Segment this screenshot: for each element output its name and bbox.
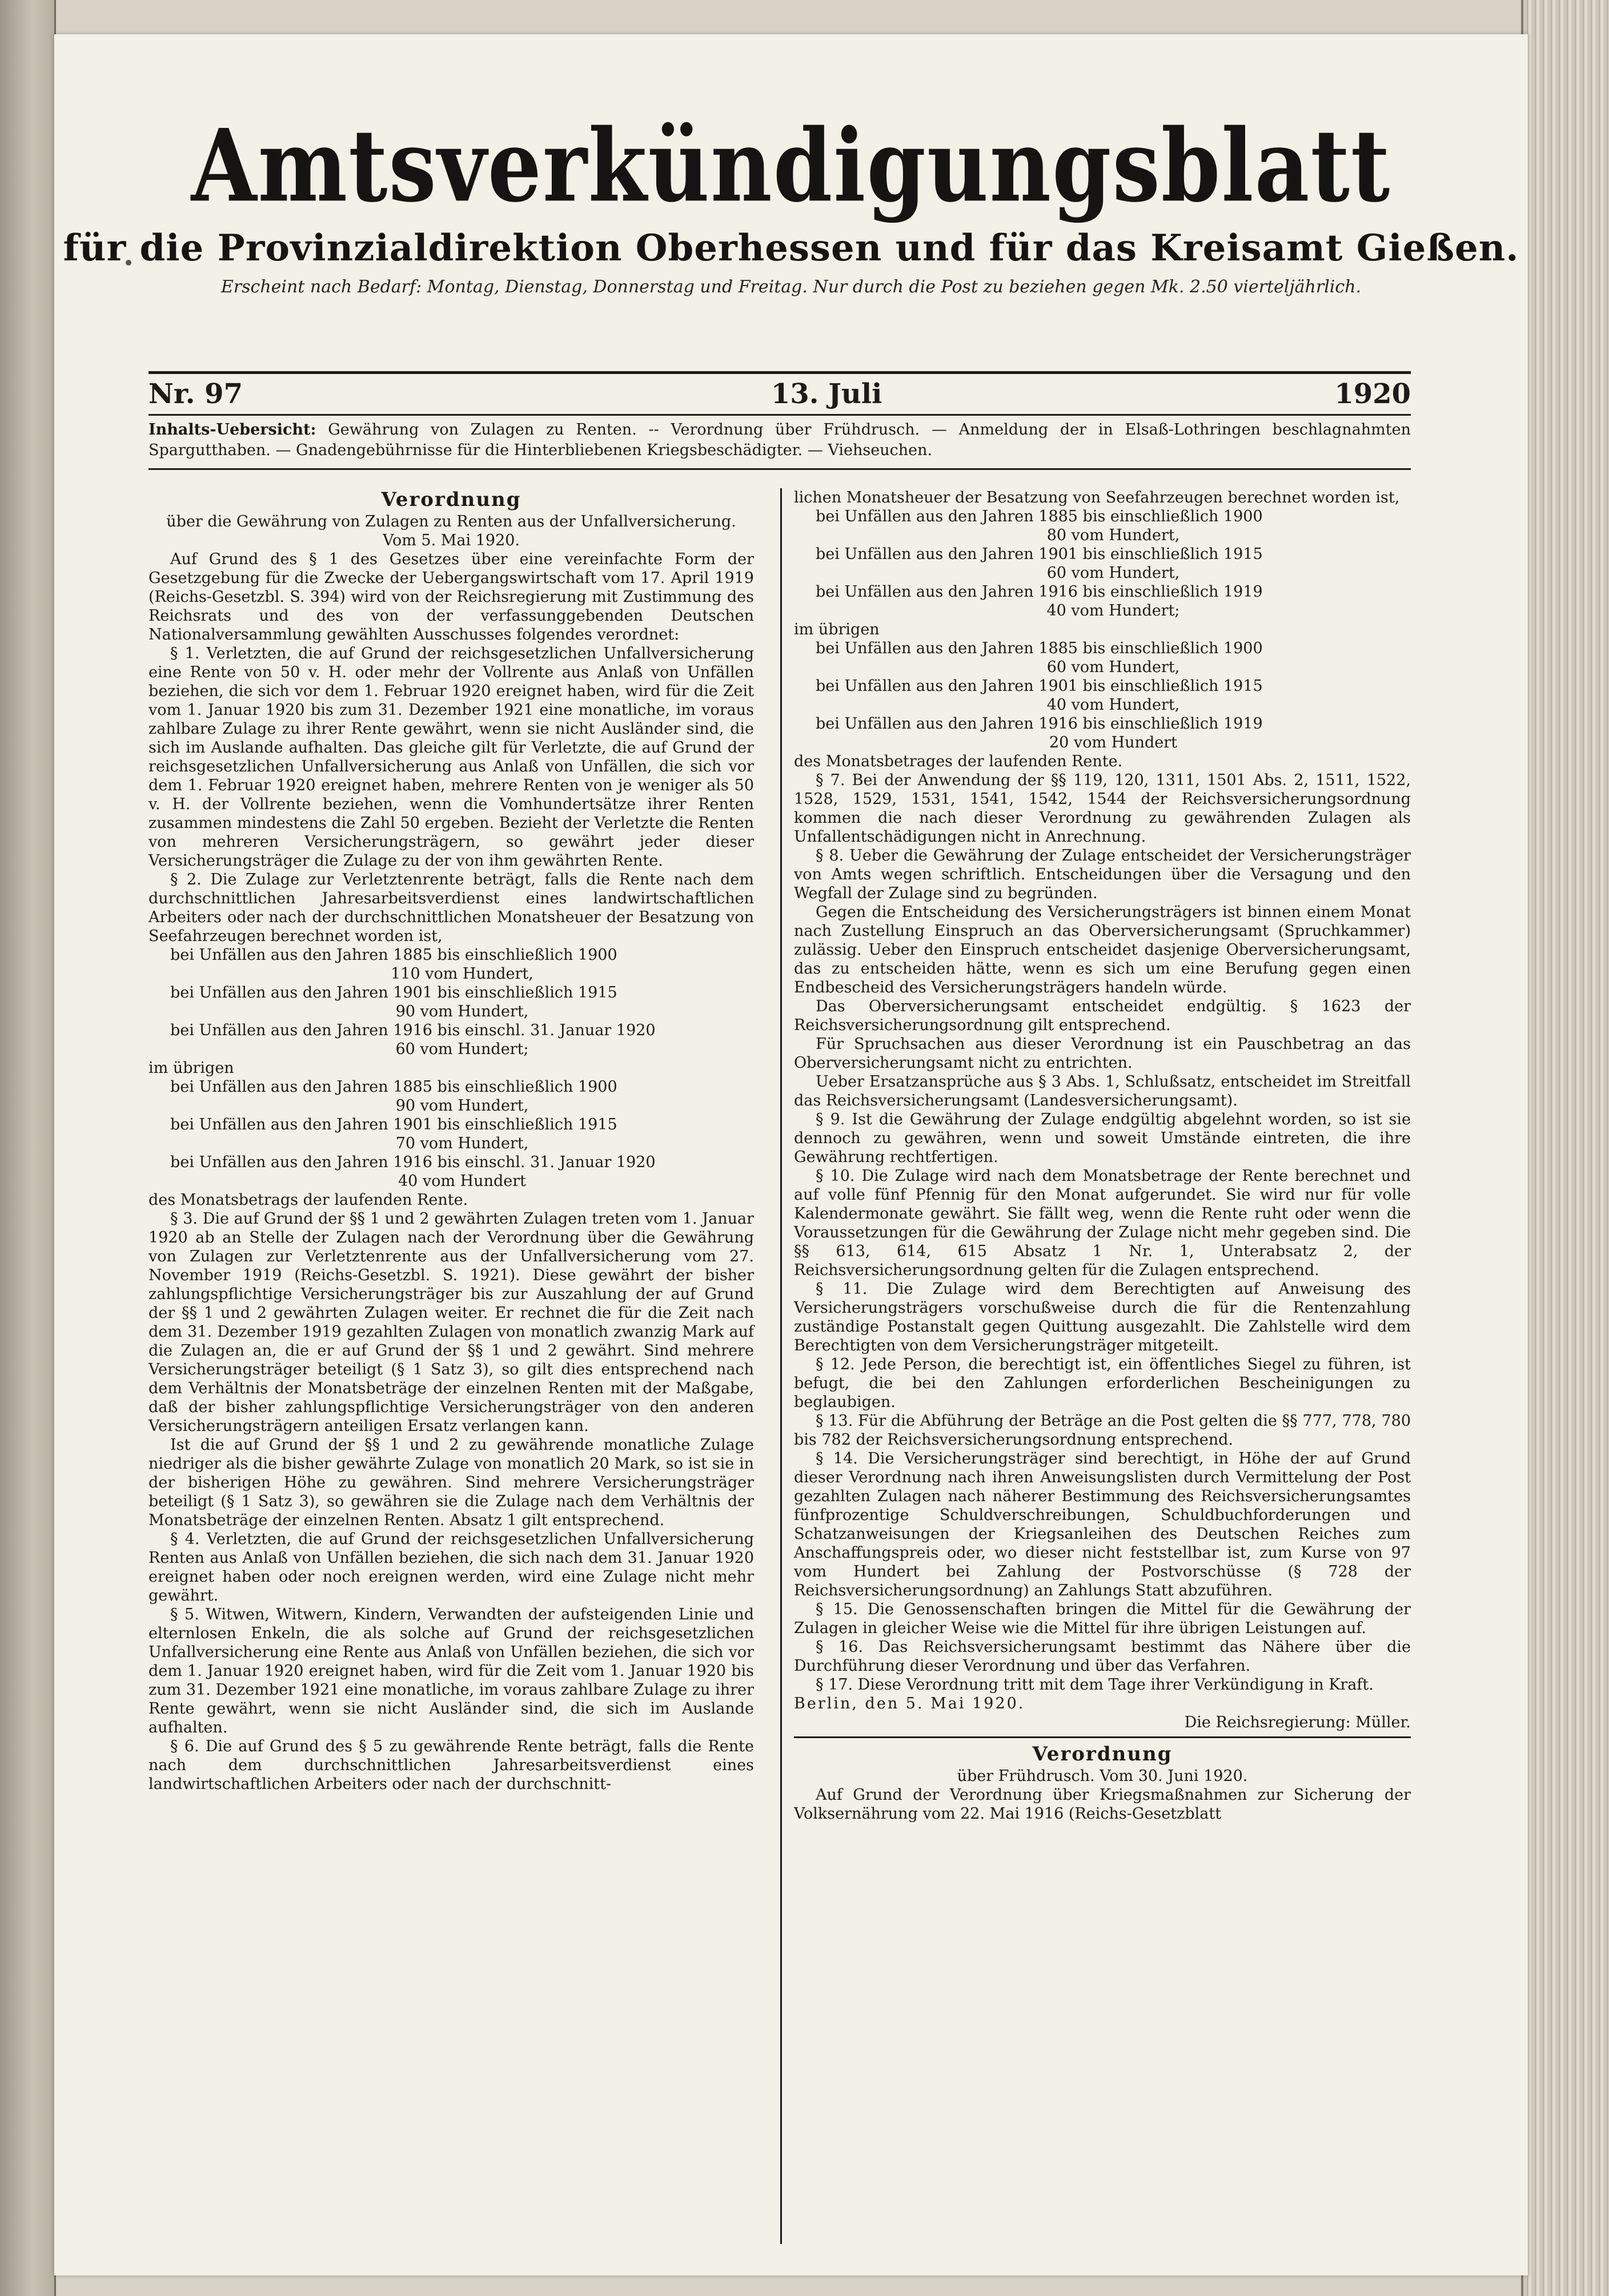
book-binding-left bbox=[0, 0, 56, 2296]
rate-line: bei Unfällen aus den Jahren 1885 bis einschließlich 1900 90 vom Hundert, bbox=[170, 1078, 617, 1115]
left-column bbox=[149, 488, 754, 1794]
right-column bbox=[794, 488, 1411, 1823]
rate-trailer: des Monatsbetrags der laufenden Rente. bbox=[149, 1191, 468, 1209]
paragraph-s5: § 5. Witwen, Witwern, Kindern, Verwandten der aufsteigenden Linie und elternlosen Enkeln, die als solche auf Grund der reichsgesetzlichen Unfallversicherung eine Rente aus Anlaß von Unfällen beziehen, die sich vor dem 1. Januar 1920 ereignet haben, wird für die Zeit vom 1. Januar 1920 bis zum 31. Dezember 1921 eine monatliche, im voraus zahlbare Zulage zu ihrer Rente gewährt, wenn sie nicht Ausländer sind, die sich im Auslande aufhalten. bbox=[149, 1606, 754, 1736]
paragraph-s3b: Ist die auf Grund der §§ 1 und 2 zu gewährende monatliche Zulage niedriger als die bisher gewährte Zulage von monatlich 20 Mark, so ist sie in der bisherigen Höhe zu gewähren. Sind mehrere Versicherungsträger beteiligt (§ 1 Satz 3), so gewähren sie die Zulage nach dem Verhältnis der Monatsbeträge der einzelnen Renten. Absatz 1 gilt entsprechend. bbox=[149, 1436, 754, 1529]
paragraph-s1: § 1. Verletzten, die auf Grund der reichsgesetzlichen Unfallversicherung eine Rente von 50 v. H. oder mehr der Vollrente aus Anlaß von Unfällen beziehen, die sich vor dem 1. Februar 1920 ereignet haben, wird für die Zeit vom 1. Januar 1920 bis zum 31. Dezember 1921 eine monatliche, im voraus zahlbare Zulage zu ihrer Rente gewährt, wenn sie nicht Ausländer sind, die sich im Auslande aufhalten. Das gleiche gilt für Verletzte, die auf Grund der reichsgesetzlichen Unfallversicherung aus Anlaß von Unfällen, die sich vor dem 1. Februar 1920 ereignet haben, mehrere Renten von je weniger als 50 v. H. der Vollrente beziehen, wenn die Vomhundertsätze ihrer Renten zusammen mindestens die Zahl 50 ergeben. Bezieht der Verletzte die Renten von mehreren Versicherungsträgern, so gewährt jeder dieser Versicherungsträger die Zulage zu der von ihm gewährten Rente. bbox=[149, 645, 754, 870]
paragraph-fruehdrusch: Auf Grund der Verordnung über Kriegsmaßnahmen zur Sicherung der Volksernährung vom 22. Mai 1916 (Reichs-Gesetzblatt bbox=[794, 1786, 1411, 1823]
newspaper-page bbox=[54, 34, 1528, 2275]
masthead-subtitle: für die Provinzialdirektion Oberhessen und für das Kreisamt Gießen. bbox=[63, 227, 1519, 270]
paragraph-s9: § 9. Ist die Gewährung der Zulage endgültig abgelehnt worden, so ist sie dennoch zu gewähren, wenn und soweit Umstände eintreten, die ihre Gewährung rechtfertigen. bbox=[794, 1111, 1411, 1166]
ordinance-heading-2: Verordnung bbox=[1032, 1743, 1173, 1766]
paragraph-s8c: Das Oberversicherungsamt entscheidet endgültig. § 1623 der Reichsversicherungsordnung gilt entsprechend. bbox=[794, 998, 1411, 1034]
rate-line: bei Unfällen aus den Jahren 1901 bis einschließlich 1915 60 vom Hundert, bbox=[816, 545, 1263, 582]
rate-line: bei Unfällen aus den Jahren 1901 bis einschließlich 1915 40 vom Hundert, bbox=[816, 677, 1263, 714]
issue-date: 13. Juli bbox=[771, 378, 882, 410]
paragraph-s17: § 17. Diese Verordnung tritt mit dem Tage ihrer Verkündigung in Kraft. bbox=[816, 1676, 1374, 1694]
ordinance-intro-2: über Frühdrusch. Vom 30. Juni 1920. bbox=[957, 1767, 1248, 1785]
rate-line: bei Unfällen aus den Jahren 1901 bis einschließlich 1915 70 vom Hundert, bbox=[170, 1116, 617, 1152]
paragraph-s8: § 8. Ueber die Gewährung der Zulage entscheidet der Versicherungsträger von Amts wegen schriftlich. Entscheidungen über die Versagung und den Wegfall der Zulage sind zu begründen. bbox=[794, 847, 1411, 902]
place-date: Berlin, den 5. Mai 1920. bbox=[794, 1695, 1025, 1712]
paragraph-s13: § 13. Für die Abführung der Beträge an die Post gelten die §§ 777, 778, 780 bis 782 der Reichsversicherungsordnung entsprechend. bbox=[794, 1412, 1411, 1449]
ordinance-intro: über die Gewährung von Zulagen zu Renten aus der Unfallversicherung. Vom 5. Mai 1920. bbox=[166, 513, 736, 549]
paragraph-s14: § 14. Die Versicherungsträger sind berechtigt, in Höhe der auf Grund dieser Verordnung nach ihren Anweisungslisten durch Vermittelung der Post gezahlten Zulagen nach näherer Bestimmung des Reichsversicherungsamtes fünfprozentige Schuldverschreibungen, Schuldbuchforderungen und Schatzanweisungen der Kriegsanleihen des Deutschen Reiches zum Anschaffungspreis oder, wo dieser nicht feststellbar ist, zum Kurse von 97 vom Hundert bei Zahlung der Postvorschüsse (§ 728 der Reichsversicherungsordnung) an Zahlungs Statt abzuführen. bbox=[794, 1450, 1411, 1599]
issue-bar bbox=[149, 371, 1411, 416]
paragraph-s12: § 12. Jede Person, die berechtigt ist, ein öffentliches Siegel zu führen, ist befugt, die bei den Zahlungen erforderlichen Bescheinigungen zu beglaubigen. bbox=[794, 1356, 1411, 1411]
paragraph-s3: § 3. Die auf Grund der §§ 1 und 2 gewährten Zulagen treten vom 1. Januar 1920 ab an Stelle der Zulagen nach der Verordnung über die Gewährung von Zulagen zur Verletztenrente aus der Unfallversicherung vom 27. November 1919 (Reichs-Gesetzbl. S. 1921). Diese gewährt der bisher zahlungspflichtige Versicherungsträger bis zur Auszahlung der auf Grund der §§ 1 und 2 gewährten Zulagen weiter. Er rechnet die für die Zeit nach dem 31. Dezember 1919 gezahlten Zulagen von monatlich zwanzig Mark auf die Zulagen an, die er auf Grund der §§ 1 und 2 gewährt. Sind mehrere Versicherungsträger beteiligt (§ 1 Satz 3), so gilt dies entsprechend nach dem Verhältnis der Monatsbeträge der einzelnen Renten mit der Maßgabe, daß der bisher zahlungspflichtige Versicherungsträger von den anderen Versicherungsträgern anteiligen Ersatz verlangen kann. bbox=[149, 1210, 754, 1435]
issue-year: 1920 bbox=[1334, 378, 1411, 410]
rate-group-label: im übrigen bbox=[794, 621, 880, 638]
table-of-contents bbox=[149, 420, 1411, 461]
rate-line: bei Unfällen aus den Jahren 1885 bis einschließlich 1900 80 vom Hundert, bbox=[816, 508, 1263, 544]
paragraph-s16: § 16. Das Reichsversicherungsamt bestimmt das Nähere über die Durchführung dieser Verordnung und über das Verfahren. bbox=[794, 1638, 1411, 1675]
paragraph-s8e: Ueber Ersatzansprüche aus § 3 Abs. 1, Schlußsatz, entscheidet im Streitfall das Reichsversicherungsamt (Landesversicherungsamt). bbox=[794, 1073, 1411, 1109]
rate-line: bei Unfällen aus den Jahren 1916 bis einschließlich 1919 40 vom Hundert; bbox=[816, 583, 1263, 620]
toc-text: Gewährung von Zulagen zu Renten. -- Verordnung über Frühdrusch. — Anmeldung der in Elsaß-Lothringen beschlagnahmten Spargutthaben. — Gnadengebührnisse für die Hinterbliebenen Kriegsbeschädigter. — Viehseuchen. bbox=[149, 421, 1411, 459]
masthead-publication-note: Erscheint nach Bedarf: Montag, Dienstag, Donnerstag und Freitag. Nur durch die Post zu beziehen gegen Mk. 2.50 vierteljährlich. bbox=[220, 277, 1362, 297]
toc-label: Inhalts-Uebersicht: bbox=[149, 421, 316, 439]
rate-line: bei Unfällen aus den Jahren 1916 bis einschl. 31. Januar 1920 60 vom Hundert; bbox=[170, 1022, 656, 1058]
book-page-edges bbox=[1521, 0, 1609, 2296]
rate-line: bei Unfällen aus den Jahren 1885 bis einschließlich 1900 110 vom Hundert, bbox=[170, 946, 617, 983]
paragraph-s8b: Gegen die Entscheidung des Versicherungsträgers ist binnen einem Monat nach Zustellung Einspruch an das Oberversicherungsamt (Spruchkammer) zulässig. Ueber den Einspruch entscheidet dasjenige Oberversicherungsamt, das zu entscheiden hätte, wenn es sich um eine Berufung gegen einen Endbescheid des Versicherungsträgers handeln würde. bbox=[794, 903, 1411, 996]
paragraph-s7: § 7. Bei der Anwendung der §§ 119, 120, 1311, 1501 Abs. 2, 1511, 1522, 1528, 1529, 1531, 1541, 1542, 1544 der Reichsversicherungsordnung kommen die nach dieser Verordnung zu gewährenden Zulagen als Unfallentschädigungen nicht in Anrechnung. bbox=[794, 771, 1411, 846]
paragraph-preamble: Auf Grund des § 1 des Gesetzes über eine vereinfachte Form der Gesetzgebung für die Zwecke der Uebergangswirtschaft vom 17. April 1919 (Reichs-Gesetzbl. S. 394) wird von der Reichsregierung mit Zustimmung des Reichsrats und des von der verfassunggebenden Deutschen Nationalversammlung gewählten Ausschusses folgendes verordnet: bbox=[149, 550, 754, 644]
rate-trailer: des Monatsbetrages der laufenden Rente. bbox=[794, 753, 1123, 770]
issue-number: Nr. 97 bbox=[149, 378, 243, 410]
paragraph-s15: § 15. Die Genossenschaften bringen die Mittel für die Gewährung der Zulagen in gleicher Weise wie die Mittel für ihre übrigen Leistungen auf. bbox=[794, 1601, 1411, 1637]
rate-group-label: im übrigen bbox=[149, 1059, 234, 1077]
rate-line: bei Unfällen aus den Jahren 1916 bis einschl. 31. Januar 1920 40 vom Hundert bbox=[170, 1153, 656, 1190]
rate-line: bei Unfällen aus den Jahren 1901 bis einschließlich 1915 90 vom Hundert, bbox=[170, 984, 617, 1020]
masthead bbox=[54, 107, 1528, 299]
paragraph-continuation: lichen Monatsheuer der Besatzung von Seefahrzeugen berechnet worden ist, bbox=[794, 489, 1400, 506]
masthead-title: Amtsverkündigungsblatt bbox=[191, 107, 1391, 224]
rate-line: bei Unfällen aus den Jahren 1885 bis einschließlich 1900 60 vom Hundert, bbox=[816, 640, 1263, 676]
rate-line: bei Unfällen aus den Jahren 1916 bis einschließlich 1919 20 vom Hundert bbox=[816, 715, 1263, 751]
paragraph-s4: § 4. Verletzten, die auf Grund der reichsgesetzlichen Unfallversicherung Renten aus Anlaß von Unfällen beziehen, die sich nach dem 31. Januar 1920 ereignet haben oder noch ereignen werden, wird eine Zulage nicht mehr gewährt. bbox=[149, 1530, 754, 1605]
toc-rule bbox=[149, 468, 1411, 470]
paragraph-s10: § 10. Die Zulage wird nach dem Monatsbetrage der Rente berechnet und auf volle fünf Pfennig für den Monat aufgerundet. Sie wird nur für volle Kalendermonate gewährt. Sie fällt weg, wenn die Rente ruht oder wenn die Voraussetzungen für die Gewährung der Zulage nicht mehr gegeben sind. Die §§ 613, 614, 615 Absatz 1 Nr. 1, Unterabsatz 2, der Reichsversicherungsordnung gelten für die Zulagen entsprechend. bbox=[794, 1167, 1411, 1279]
paragraph-s6: § 6. Die auf Grund des § 5 zu gewährende Rente beträgt, falls die Rente nach dem durchschnittlichen Jahresarbeitsverdienst eines landwirtschaftlichen Arbeiters oder nach der durchschnitt- bbox=[149, 1738, 754, 1793]
column-divider bbox=[780, 488, 782, 2244]
paragraph-s8d: Für Spruchsachen aus dieser Verordnung ist ein Pauschbetrag an das Oberversicherungsamt nicht zu entrichten. bbox=[794, 1035, 1411, 1072]
paragraph-s2: § 2. Die Zulage zur Verletztenrente beträgt, falls die Rente nach dem durchschnittlichen Jahresarbeitsverdienst eines landwirtschaftlichen Arbeiters oder nach der durchschnittlichen Monatsheuer der Besatzung von Seefahrzeugen berechnet worden ist, bbox=[149, 871, 754, 945]
ordinance-heading: Verordnung bbox=[381, 488, 521, 511]
paragraph-s11: § 11. Die Zulage wird dem Berechtigten auf Anweisung des Versicherungsträgers vorschußweise durch die für die Rentenzahlung zuständige Postanstalt gegen Quittung ausgezahlt. Die Zahlstelle wird dem Berechtigten von dem Versicherungsträger mitgeteilt. bbox=[794, 1280, 1411, 1354]
section-rule bbox=[794, 1736, 1411, 1738]
signature: Die Reichsregierung: Müller. bbox=[1184, 1714, 1411, 1731]
